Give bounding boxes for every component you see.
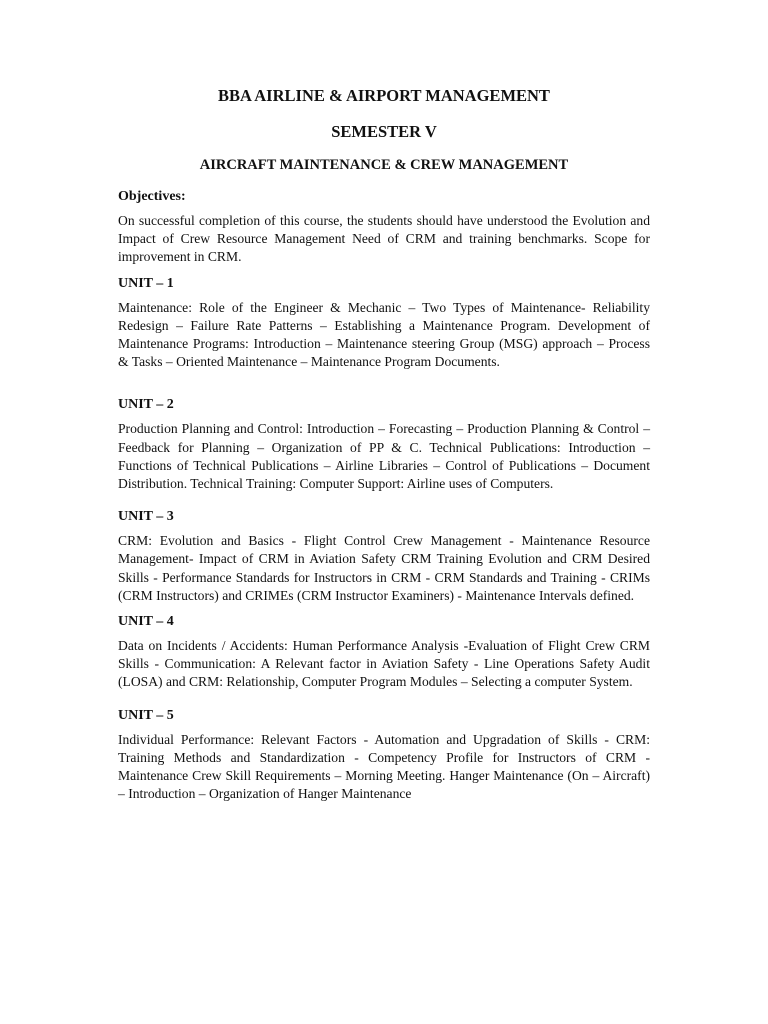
- objectives-heading: Objectives:: [118, 189, 186, 204]
- unit-4-text: Data on Incidents / Accidents: Human Performance Analysis -Evaluation of Flight Crew CRM Skills - Communication: A Relevant factor in Aviation Safety - Line Operations Safety Audit (LOSA) and CRM: Relationship, Computer Program Modules – Selecting a computer System.: [118, 638, 650, 690]
- semester-title: SEMESTER V: [331, 122, 437, 141]
- unit-5-text: Individual Performance: Relevant Factors - Automation and Upgradation of Skills - CRM: Training Methods and Standardization - Competency Profile for Instructors of CRM - Maintenance Crew Skill Requirements – Morning Meeting. Hanger Maintenance (On – Aircraft) – Introduction – Organization of Hanger Maintenance: [118, 731, 650, 802]
- objectives-text: On successful completion of this course, the students should have understood the Evolution and Impact of Crew Resource Management Need of CRM and training benchmarks. Scope for improvement in CRM.: [118, 213, 650, 265]
- document-title: BBA AIRLINE & AIRPORT MANAGEMENT: [218, 86, 550, 105]
- unit-1-heading: UNIT – 1: [118, 275, 174, 291]
- unit-2-text: Production Planning and Control: Introduction – Forecasting – Production Planning & Control – Feedback for Planning – Organization of PP & C. Technical Publications: Introduction –Functions of Technical Publications – Airline Libraries – Control of Publications – Document Distribution. Technical Training: Computer Support: Airline uses of Computers.: [118, 421, 650, 492]
- unit-4-heading: UNIT – 4: [118, 614, 174, 630]
- unit-1-text: Maintenance: Role of the Engineer & Mechanic – Two Types of Maintenance- Reliability Redesign – Failure Rate Patterns – Establishing a Maintenance Program. Development of Maintenance Programs: Introduction – Maintenance steering Group (MSG) approach – Process & Tasks – Oriented Maintenance – Maintenance Program Documents.: [118, 299, 650, 370]
- document-page: [118, 84, 650, 803]
- unit-2-heading: UNIT – 2: [118, 397, 174, 413]
- unit-3-text: CRM: Evolution and Basics - Flight Control Crew Management - Maintenance Resource Management- Impact of CRM in Aviation Safety CRM Training Evolution and CRM Desired Skills - Performance Standards for Instructors in CRM - CRM Standards and Training - CRIMs (CRM Instructors) and CRIMEs (CRM Instructor Examiners) - Maintenance Intervals defined.: [118, 533, 650, 603]
- unit-5-heading: UNIT – 5: [118, 707, 174, 723]
- unit-3-heading: UNIT – 3: [118, 509, 174, 525]
- subject-title: AIRCRAFT MAINTENANCE & CREW MANAGEMENT: [199, 157, 569, 173]
